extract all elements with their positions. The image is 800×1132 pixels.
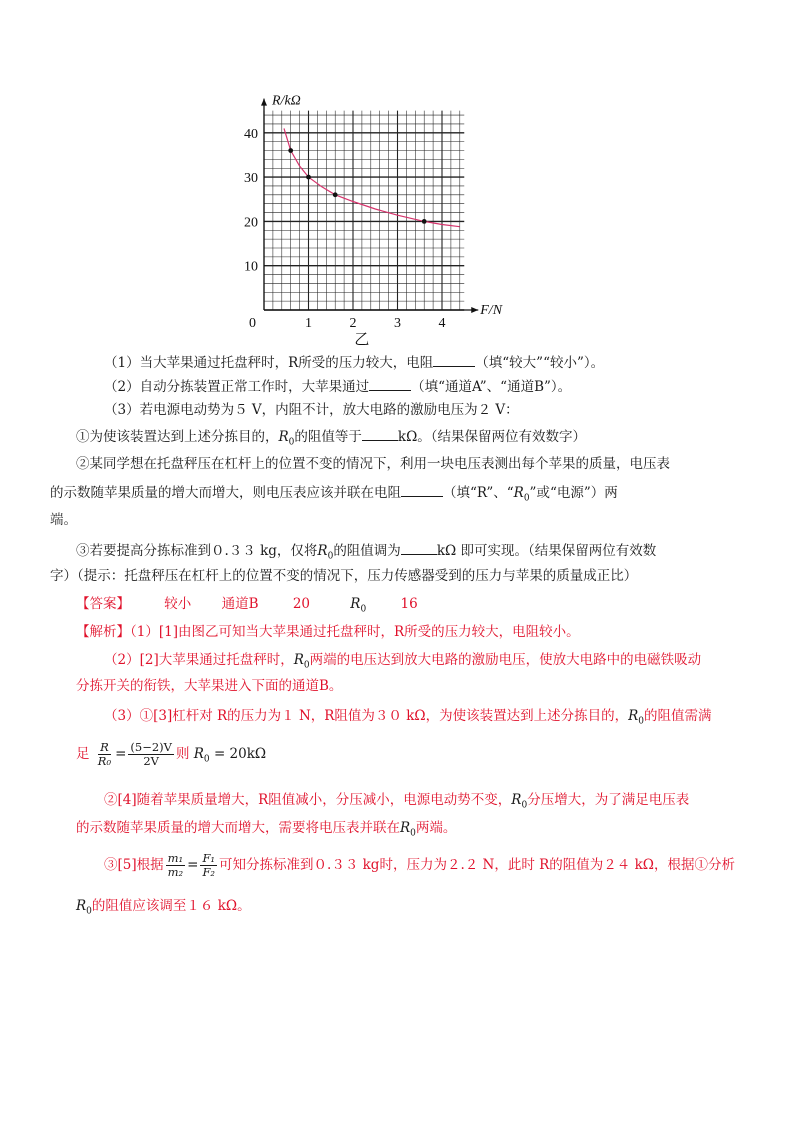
data-point bbox=[306, 175, 311, 180]
question-3-1: ①为使该装置达到上述分拣目的，$R_0$的阻值等于 kΩ。（结果保留两位有效数字） bbox=[76, 426, 586, 453]
resistance-force-graph bbox=[240, 92, 520, 352]
answer-blank-3 bbox=[362, 426, 398, 441]
figure-caption: 乙 bbox=[354, 330, 370, 348]
explanation-5-line-2: $R_0$的阻值应该调至１６ kΩ。 bbox=[76, 898, 251, 917]
x-axis-arrow bbox=[471, 307, 478, 313]
x-tick-label: 1 bbox=[305, 316, 312, 331]
answer-blank-5 bbox=[401, 540, 437, 555]
y-tick-label: 30 bbox=[244, 171, 258, 187]
x-tick-label: 3 bbox=[394, 316, 401, 331]
answer-blank-1 bbox=[433, 352, 475, 367]
explanation-1: 【解析】（1）[1]由图乙可知当大苹果通过托盘秤时，R所受的压力较大，电阻较小。 bbox=[76, 624, 580, 640]
answer-1: 较小 bbox=[164, 596, 192, 612]
answer-4: $R_0$ bbox=[350, 596, 367, 615]
answer-3: 20 bbox=[292, 596, 310, 612]
y-tick-label: 10 bbox=[244, 259, 258, 275]
question-3-2-line-3: 端。 bbox=[50, 512, 77, 528]
explanation-5-line-1: ③[5]根据 $\frac{\text{m₁}}{\text{m₂}}$ = $\frac{\text{F₁}}{\text{F₂}}$ 可知分拣标准到０.３３ kg时，压力为２.２ N，此时 R的阻值为２４ kΩ，根据①分析 bbox=[104, 851, 735, 879]
data-point bbox=[422, 219, 427, 224]
answer-label: 【答案】 bbox=[76, 596, 130, 612]
explanation-label: 【解析】 bbox=[76, 624, 130, 640]
y-tick-label: 40 bbox=[244, 126, 258, 142]
question-2: （2）自动分拣装置正常工作时，大苹果通过 （填“通道A”、“通道B”）。 bbox=[104, 376, 571, 397]
question-3-3-line-1: ③若要提高分拣标准到０.３３ kg，仅将$R_0$的阻值调为 kΩ 即可实现。（结果保留两位有效数 bbox=[76, 540, 656, 567]
explanation-4-line-2: 的示数随苹果质量的增大而增大，需要将电压表并联在$R_0$两端。 bbox=[76, 820, 457, 839]
question-1: （1）当大苹果通过托盘秤时，R所受的压力较大，电阻 （填“较大”“较小”）。 bbox=[104, 352, 604, 373]
x-tick-label: 2 bbox=[349, 316, 357, 331]
fraction-voltage: $\frac{(5-2)V}{2V}$ bbox=[130, 740, 172, 768]
fraction-force: $\frac{\text{F₁}}{\text{F₂}}$ bbox=[202, 851, 216, 879]
x-tick-label: 4 bbox=[438, 316, 446, 331]
x-axis-label: F/N bbox=[480, 303, 503, 318]
question-3-3-line-2: 字）（提示：托盘秤压在杠杆上的位置不变的情况下，压力传感器受到的压力与苹果的质量成正比） bbox=[50, 568, 638, 584]
y-axis-label: R/kΩ bbox=[272, 93, 301, 109]
y-tick-label: 20 bbox=[244, 215, 258, 231]
question-3-2-line-1: ②某同学想在托盘秤压在杠杆上的位置不变的情况下，利用一块电压表测出每个苹果的质量，电压表 bbox=[76, 456, 670, 472]
answer-5: 16 bbox=[400, 596, 418, 612]
data-point bbox=[333, 192, 338, 197]
answer-blank-2 bbox=[369, 376, 411, 391]
answer-blank-4 bbox=[401, 482, 443, 497]
explanation-3-line-1: （3）①[3]杠杆对 R的压力为１ N，R阻值为３０ kΩ，为使该装置达到上述分拣目的，$R_0$的阻值需满 bbox=[104, 708, 712, 727]
explanation-2-line-2: 分拣开关的衔铁，大苹果进入下面的通道B。 bbox=[76, 678, 343, 694]
question-3-2-line-2: 的示数随苹果质量的增大而增大，则电压表应该并联在电阻 （填“R”、“$R_0$”或“电源”）两 bbox=[50, 482, 618, 509]
explanation-2-line-1: （2）[2]大苹果通过托盘秤时，$R_0$两端的电压达到放大电路的激励电压，使放大电路中的电磁铁吸动 bbox=[104, 652, 702, 671]
answer-line bbox=[76, 594, 418, 620]
explanation-3-line-2: 足 $\frac{R}{\text{R₀}}$ = $\frac{(5-2)V}{2V}$ 则 $R_0 = 20k\Omega$ bbox=[76, 740, 267, 768]
question-3: （3）若电源电动势为５ V，内阻不计，放大电路的激励电压为２ V： bbox=[104, 402, 519, 418]
fraction-mass: $\frac{\text{m₁}}{\text{m₂}}$ bbox=[167, 851, 184, 879]
y-axis-arrow bbox=[261, 99, 267, 106]
answer-2: 通道B bbox=[221, 596, 259, 612]
origin-label: 0 bbox=[249, 316, 256, 331]
fraction-r-over-r0: $\frac{R}{\text{R₀}}$ bbox=[97, 740, 112, 768]
explanation-4-line-1: ②[4]随着苹果质量增大，R阻值减小，分压减小，电源电动势不变，$R_0$分压增大，为了满足电压表 bbox=[104, 792, 690, 811]
data-point bbox=[288, 148, 293, 153]
